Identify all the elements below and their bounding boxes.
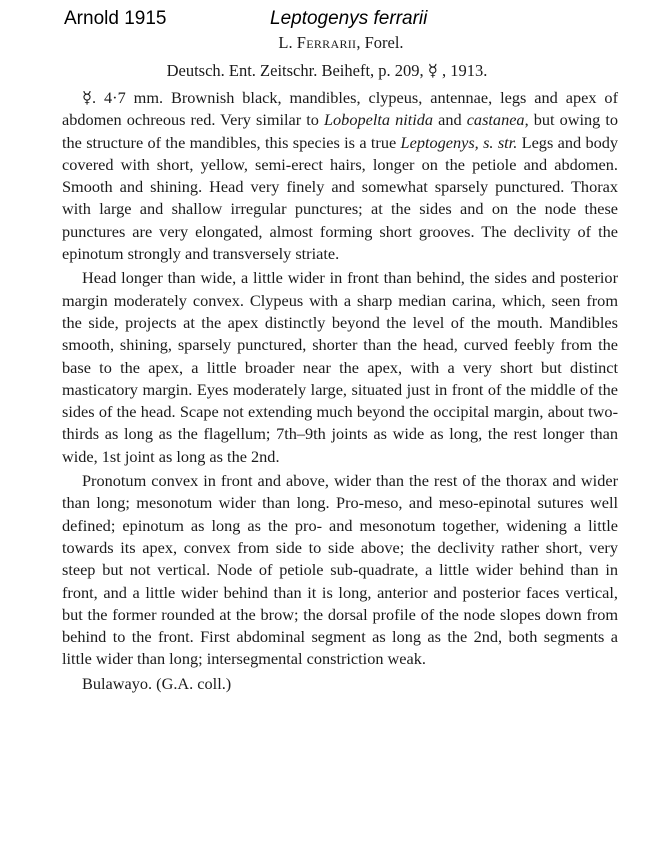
taxon-line (10, 33, 662, 53)
p1-text-3: , but owing to the structure of the mandibles, this species is a true (62, 110, 618, 152)
taxon-authority: , Forel. (356, 33, 404, 52)
p1-italic-lobopelta: Lobopelta nitida (323, 110, 434, 130)
taxon-name: Ferrarii (296, 33, 357, 52)
description-body (62, 87, 618, 697)
paragraph-worker-description (62, 87, 618, 265)
author-year-label: Arnold 1915 (64, 8, 167, 29)
reference-line: Deutsch. Ent. Zeitschr. Beiheft, p. 209, ☿ , 1913. (166, 61, 488, 80)
species-heading: Leptogenys ferrarii (270, 8, 428, 29)
p1-text-2: and (433, 110, 467, 130)
p1-text-4: Legs and body covered with short, yellow, semi-erect hairs, longer on the petiole and abdomen. Smooth and shining. Head very finely and somewhat sparsely punctured. Thorax with large and shallow irregular punctures; at the sides and on the node these punctures are very elongated, almost forming short grooves. The declivity of the epinotum strongly and transversely striate. (62, 132, 619, 264)
paragraph-locality: Bulawayo. (G.A. coll.) (82, 673, 232, 693)
p1-italic-castanea: castanea (466, 110, 525, 130)
p1-text-1: ☿. 4·7 mm. Brownish black, mandibles, clypeus, antennae, legs and apex of abdomen ochreous red. Very similar to (62, 88, 618, 130)
taxon-abbr: L. (278, 33, 293, 52)
p1-italic-leptogenys: Leptogenys, s. str. (400, 132, 518, 152)
paragraph-thorax: Pronotum convex in front and above, wider than the rest of the thorax and wider than long; mesonotum wider than long. Pro-meso, and meso-epinotal sutures well defined; epinotum as long as the pro- and mesonotum together, widening a little towards its apex, convex from side to side above; the declivity rather short, very steep but not vertical. Node of petiole sub-quadrate, a little wider behind than in front, and a little wider behind than it is long, anterior and posterior faces vertical, but the former rounded at the brow; the dorsal profile of the node slopes down from behind to the front. First abdominal segment as long as the 2nd, both segments a little wider than long; intersegmental constriction weak. (62, 471, 618, 669)
paragraph-head: Head longer than wide, a little wider in front than behind, the sides and posterior margin moderately convex. Clypeus with a sharp median carina, which, seen from the side, projects at the apex distinctly beyond the level of the mouth. Mandibles smooth, shining, sparsely punctured, shorter than the head, curved feebly from the base to the apex, a little broader near the apex, with a very short but distinct masticatory margin. Eyes moderately large, situated just in front of the middle of the sides of the head. Scape not extending much beyond the occipital margin, about two-thirds as long as the flagellum; 7th–9th joints as wide as long, the rest longer than wide, 1st joint as long as the 2nd. (62, 268, 618, 466)
